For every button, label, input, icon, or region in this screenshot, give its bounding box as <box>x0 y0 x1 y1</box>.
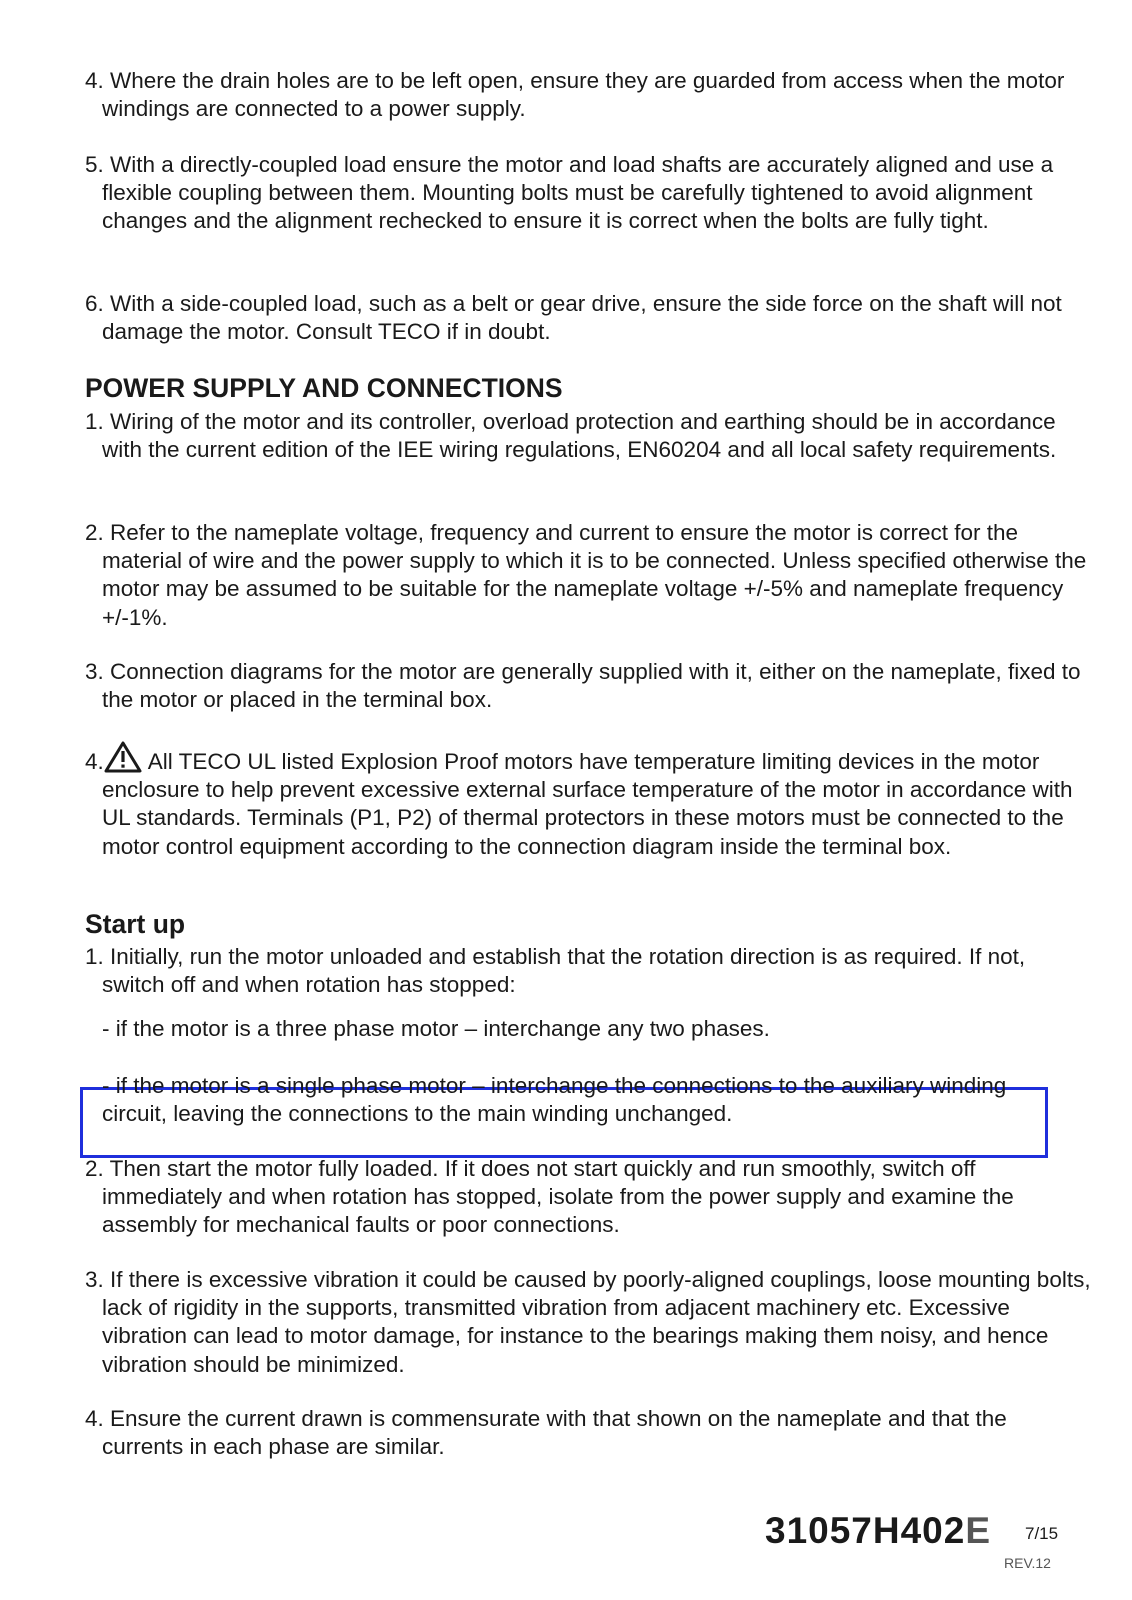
explosion-proof-item: 4. All TECO UL listed Explosion Proof motors have temperature limiting devices in the motor enclosure to help prevent excessive external surface temperature of the motor in accordance with UL standards. Terminals (P1, P2) of thermal protectors in these motors must be connected to the motor control equipment according to the connection diagram inside the terminal box. <box>85 741 1092 861</box>
vibration-item: 3. If there is excessive vibration it could be caused by poorly-aligned couplings, loose mounting bolts, lack of rigidity in the supports, transmitted vibration from adjacent machinery etc. Excessive vibration can lead to motor damage, for instance to the bearings making them noisy, and hence vibration should be minimized. <box>85 1267 1091 1377</box>
coupled-load-item: 5. With a directly-coupled load ensure the motor and load shafts are accurately aligned and use a flexible coupling between them. Mounting bolts must be carefully tightened to avoid alignment changes and the alignment rechecked to ensure it is correct when the bolts are fully tight. <box>85 152 1054 234</box>
drain-holes-item: 4. Where the drain holes are to be left open, ensure they are guarded from access when the motor windings are connected to a power supply. <box>85 68 1065 122</box>
connection-diagrams-item: 3. Connection diagrams for the motor are generally supplied with it, either on the nameplate, fixed to the motor or placed in the terminal box. <box>85 659 1081 713</box>
power-supply-heading: POWER SUPPLY AND CONNECTIONS <box>85 373 563 403</box>
warning-triangle-icon <box>104 741 142 773</box>
side-coupled-item: 6. With a side-coupled load, such as a belt or gear drive, ensure the side force on the shaft will not damage the motor. Consult TECO if in doubt. <box>85 291 1062 345</box>
start-up-heading: Start up <box>85 909 186 939</box>
page-number: 7/15 <box>1025 1524 1059 1543</box>
nameplate-item: 2. Refer to the nameplate voltage, frequency and current to ensure the motor is correct for the material of wire and the power supply to which it is to be connected. Unless specified otherwise the motor may be assumed to be suitable for the nameplate voltage +/-5% and nameplate frequency +/-1%. <box>85 520 1087 630</box>
single-phase-note: - if the motor is a single phase motor – interchange the connections to the auxiliary winding circuit, leaving the connections to the main winding unchanged. <box>102 1073 1007 1127</box>
document-number: 31057H402E <box>765 1510 992 1551</box>
initial-run-item: 1. Initially, run the motor unloaded and establish that the rotation direction is as required. If not, switch off and when rotation has stopped: <box>85 944 1026 998</box>
three-phase-note: - if the motor is a three phase motor – interchange any two phases. <box>102 1016 770 1041</box>
revision-label: REV.12 <box>1004 1555 1051 1571</box>
wiring-item: 1. Wiring of the motor and its controller, overload protection and earthing should be in accordance with the current edition of the IEE wiring regulations, EN60204 and all local safety requirements. <box>85 409 1057 463</box>
fully-loaded-item: 2. Then start the motor fully loaded. If it does not start quickly and run smoothly, switch off immediately and when rotation has stopped, isolate from the power supply and examine the assembly for mechanical faults or poor connections. <box>85 1156 1014 1238</box>
current-drawn-item: 4. Ensure the current drawn is commensurate with that shown on the nameplate and that the currents in each phase are similar. <box>85 1406 1007 1460</box>
